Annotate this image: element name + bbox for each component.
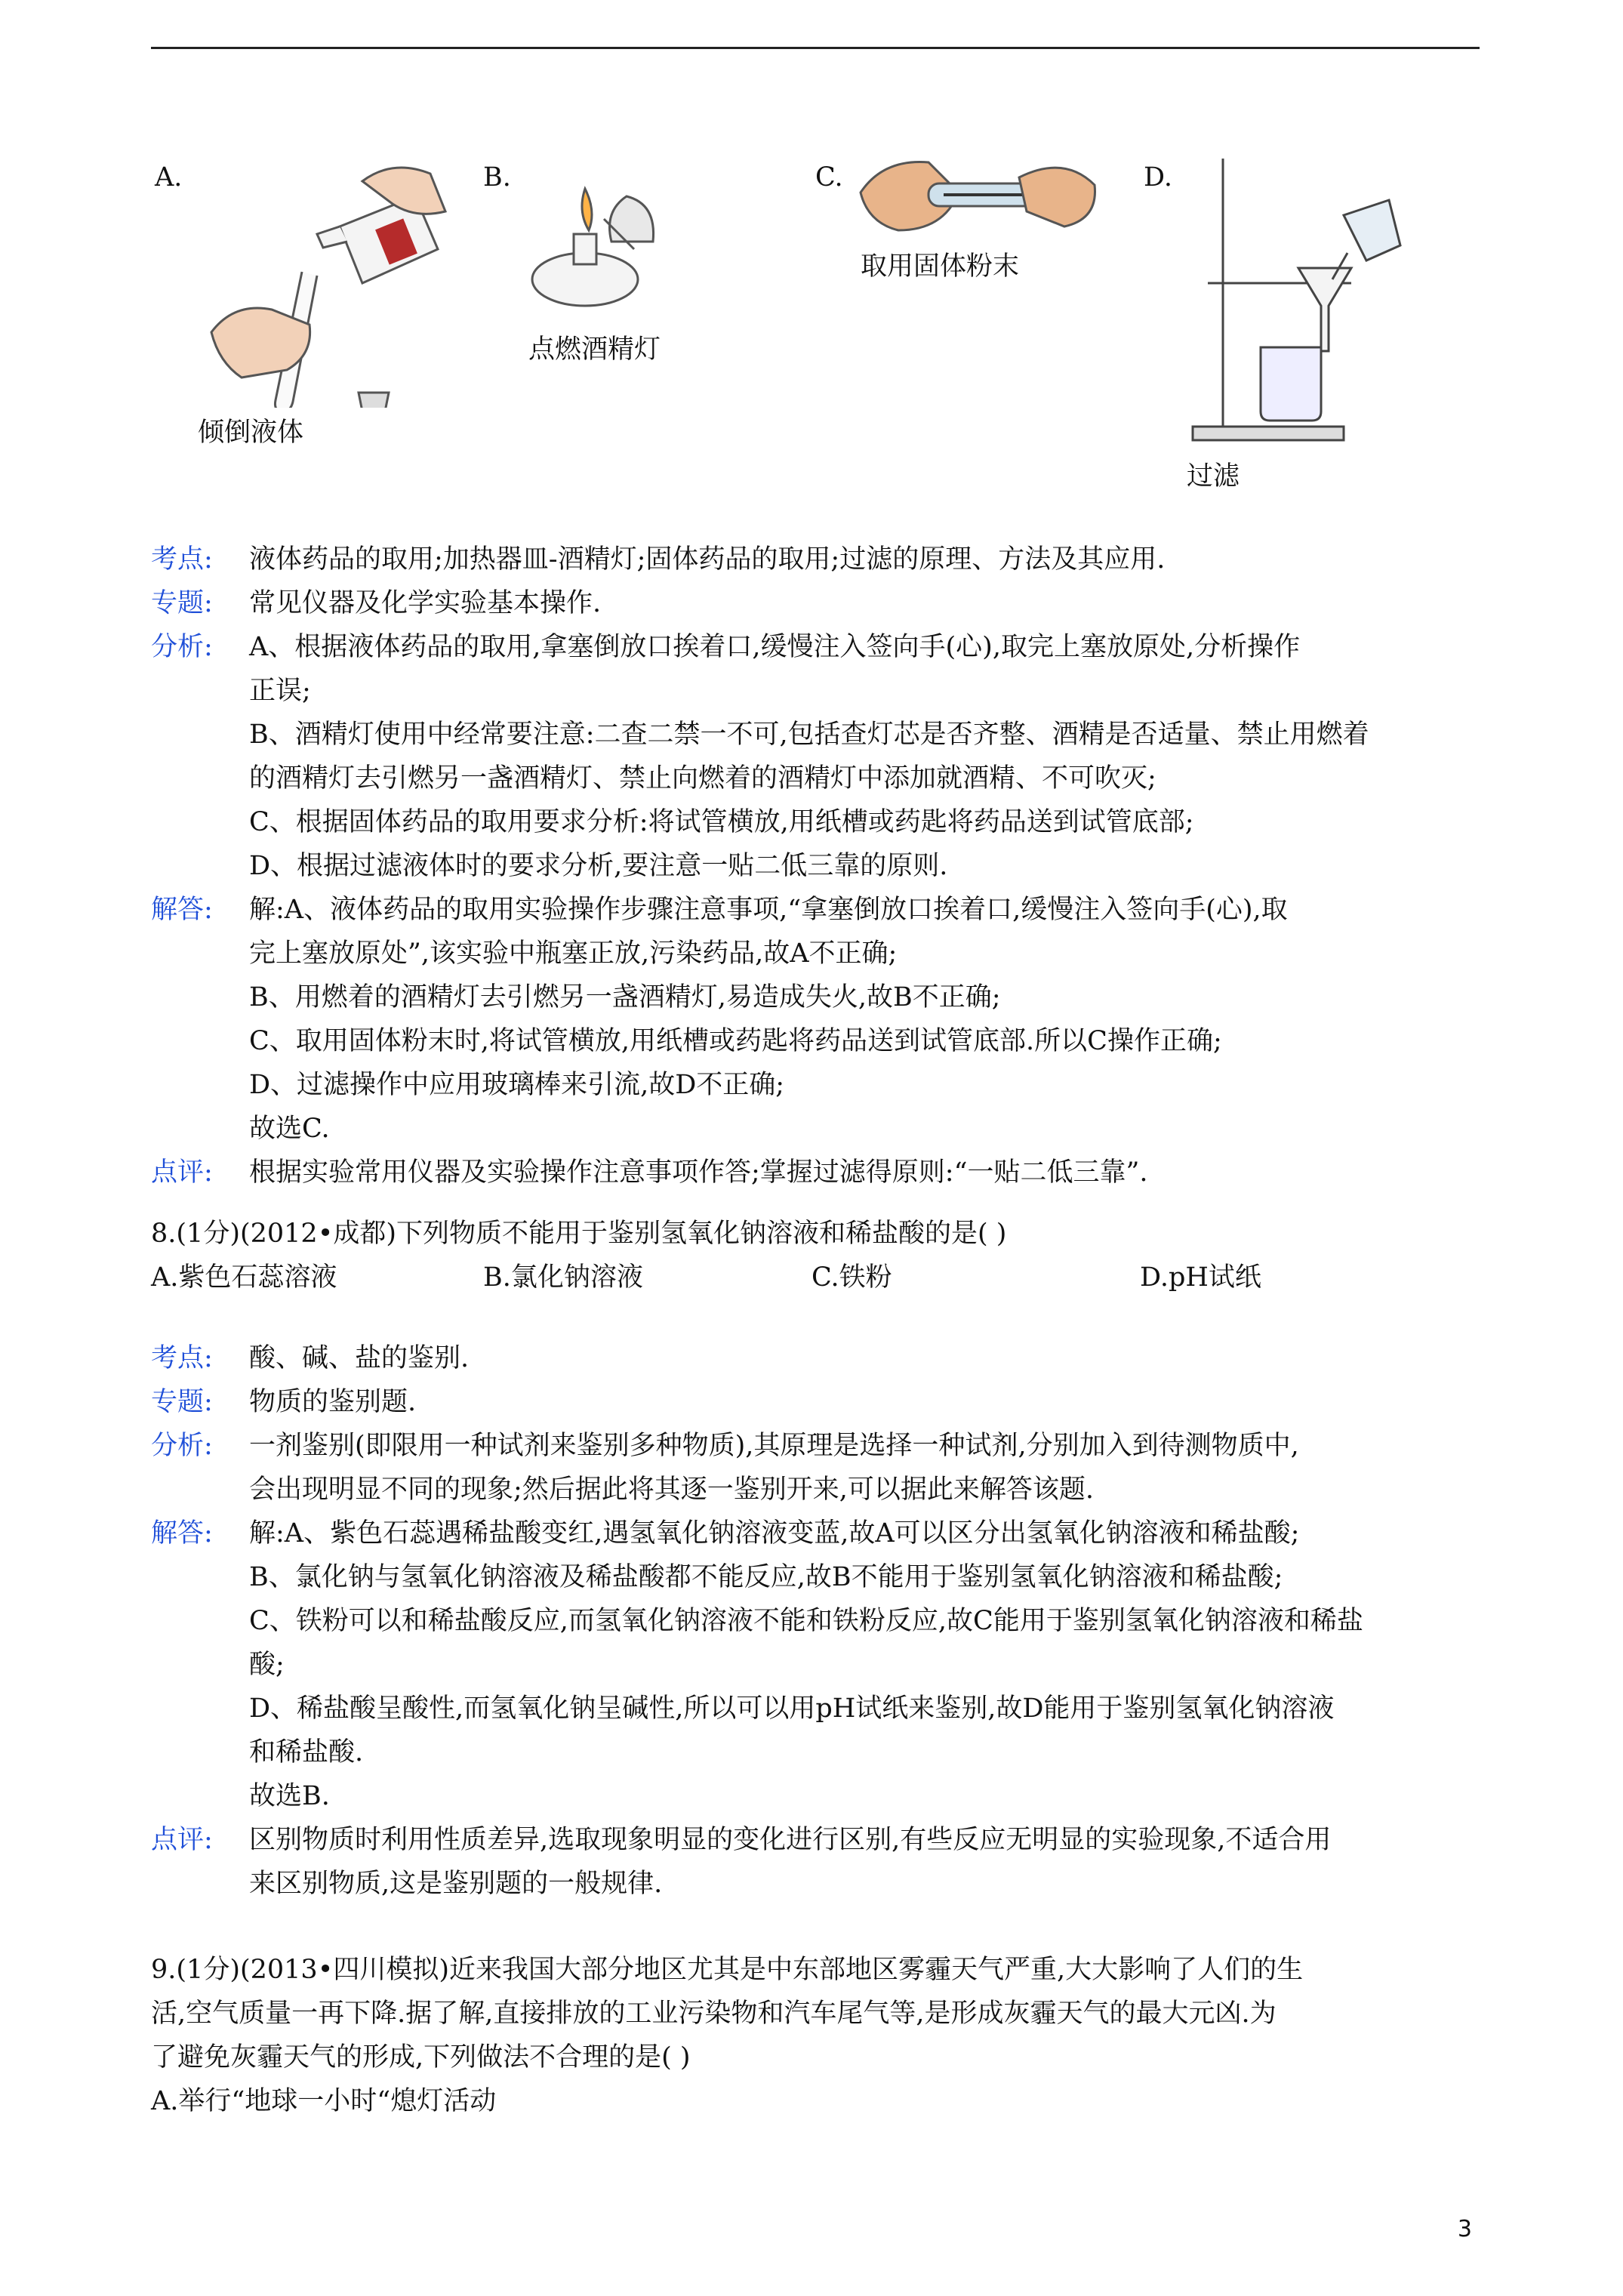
q8-stem: 8.(1分)(2012•成都)下列物质不能用于鉴别氢氧化钠溶液和稀盐酸的是( ) <box>151 1219 1007 1249</box>
zhuanti-label: 专题: <box>151 1387 213 1417</box>
q9-option-a: A.举行“地球一小时“熄灯活动 <box>151 2086 497 2116</box>
dianping-label: 点评: <box>151 1157 213 1188</box>
q8-option-d: D.pH试纸 <box>1140 1262 1261 1293</box>
lighting-alcohol-lamp-illustration <box>513 159 679 317</box>
question-8 <box>151 1212 1480 1299</box>
q8-options <box>151 1256 1480 1299</box>
jieda-label: 解答: <box>151 1518 213 1549</box>
option-c-letter: C. <box>815 162 843 193</box>
option-d-letter: D. <box>1144 162 1172 193</box>
caption-pouring-liquid: 倾倒液体 <box>198 418 304 448</box>
kaodian-text: 液体药品的取用;加热器皿-酒精灯;固体药品的取用;过滤的原理、方法及其应用. <box>249 544 1166 575</box>
page-number: 3 <box>1457 2216 1472 2242</box>
kaodian-text: 酸、碱、盐的鉴别. <box>249 1343 470 1373</box>
jieda-line: D、过滤操作中应用玻璃棒来引流,故D不正确; <box>249 1070 785 1100</box>
dianping-text: 根据实验常用仪器及实验操作注意事项作答;掌握过滤得原则:“一贴二低三靠”. <box>249 1157 1148 1188</box>
q7-analysis <box>151 538 1480 1194</box>
fenxi-line: D、根据过滤液体时的要求分析,要注意一贴二低三靠的原则. <box>249 851 948 881</box>
fenxi-label: 分析: <box>151 632 213 662</box>
dianping-label: 点评: <box>151 1825 213 1855</box>
jieda-line: 故选B. <box>249 1781 330 1811</box>
jieda-line: B、用燃着的酒精灯去引燃另一盏酒精灯,易造成失火,故B不正确; <box>249 982 1001 1012</box>
jieda-line: 解:A、紫色石蕊遇稀盐酸变红,遇氢氧化钠溶液变蓝,故A可以区分出氢氧化钠溶液和稀盐酸; <box>249 1518 1300 1549</box>
caption-filtration: 过滤 <box>1187 461 1240 492</box>
fenxi-line: 正误; <box>249 676 311 706</box>
caption-solid-powder: 取用固体粉末 <box>861 251 1020 282</box>
q9-stem-line: 9.(1分)(2013•四川模拟)近来我国大部分地区尤其是中东部地区雾霾天气严重,大大影响了人们的生 <box>151 1955 1304 1985</box>
question-9 <box>151 1948 1480 2123</box>
fenxi-line: 会出现明显不同的现象;然后据此将其逐一鉴别开来,可以据此来解答该题. <box>249 1475 1095 1505</box>
dianping-line: 来区别物质,这是鉴别题的一般规律. <box>249 1869 663 1899</box>
jieda-line: 酸; <box>249 1650 285 1680</box>
q8-option-a: A.紫色石蕊溶液 <box>151 1262 337 1293</box>
q9-stem-line: 活,空气质量一再下降.据了解,直接排放的工业污染物和汽车尾气等,是形成灰霾天气的最大元凶.为 <box>151 1999 1277 2029</box>
jieda-line: C、铁粉可以和稀盐酸反应,而氢氧化钠溶液不能和铁粉反应,故C能用于鉴别氢氧化钠溶液和稀盐 <box>249 1606 1363 1636</box>
fenxi-line: C、根据固体药品的取用要求分析:将试管横放,用纸槽或药匙将药品送到试管底部; <box>249 807 1194 837</box>
header-rule <box>151 47 1480 49</box>
fenxi-label: 分析: <box>151 1431 213 1461</box>
fenxi-line: 一剂鉴别(即限用一种试剂来鉴别多种物质),其原理是选择一种试剂,分别加入到待测物质中, <box>249 1431 1299 1461</box>
jieda-line: 故选C. <box>249 1114 330 1144</box>
fenxi-line: A、根据液体药品的取用,拿塞倒放口挨着口,缓慢注入签向手(心),取完上塞放原处,分析操作 <box>249 632 1301 662</box>
caption-lighting-lamp: 点燃酒精灯 <box>528 334 661 365</box>
zhuanti-text: 物质的鉴别题. <box>249 1387 417 1417</box>
zhuanti-text: 常见仪器及化学实验基本操作. <box>249 588 602 618</box>
filtration-illustration <box>1185 155 1404 445</box>
pouring-liquid-illustration <box>189 151 483 408</box>
q8-analysis <box>151 1336 1480 1906</box>
kaodian-label: 考点: <box>151 544 213 575</box>
option-a-letter: A. <box>155 162 183 193</box>
kaodian-label: 考点: <box>151 1343 213 1373</box>
q8-option-b: B.氯化钠溶液 <box>483 1262 643 1293</box>
jieda-line: 和稀盐酸. <box>249 1737 364 1767</box>
fenxi-line: B、酒精灯使用中经常要注意:二查二禁一不可,包括查灯芯是否齐整、酒精是否适量、禁止用燃着 <box>249 720 1369 750</box>
jieda-line: 解:A、液体药品的取用实验操作步骤注意事项,“拿塞倒放口挨着口,缓慢注入签向手(心),取 <box>249 895 1288 925</box>
option-b-letter: B. <box>483 162 511 193</box>
jieda-line: 完上塞放原处”,该实验中瓶塞正放,污染药品,故A不正确; <box>249 938 898 969</box>
taking-solid-powder-illustration <box>853 147 1102 242</box>
jieda-line: B、氯化钠与氢氧化钠溶液及稀盐酸都不能反应,故B不能用于鉴别氢氧化钠溶液和稀盐酸; <box>249 1562 1283 1592</box>
q9-stem-line: 了避免灰霾天气的形成,下列做法不合理的是( ) <box>151 2042 691 2073</box>
jieda-label: 解答: <box>151 895 213 925</box>
jieda-line: D、稀盐酸呈酸性,而氢氧化钠呈碱性,所以可以用pH试纸来鉴别,故D能用于鉴别氢氧化钠溶液 <box>249 1693 1335 1724</box>
q8-option-c: C.铁粉 <box>812 1262 892 1293</box>
jieda-line: C、取用固体粉末时,将试管横放,用纸槽或药匙将药品送到试管底部.所以C操作正确; <box>249 1026 1222 1056</box>
dianping-line: 区别物质时利用性质差异,选取现象明显的变化进行区别,有些反应无明显的实验现象,不适合用 <box>249 1825 1332 1855</box>
zhuanti-label: 专题: <box>151 588 213 618</box>
fenxi-line: 的酒精灯去引燃另一盏酒精灯、禁止向燃着的酒精灯中添加就酒精、不可吹灭; <box>249 763 1156 794</box>
